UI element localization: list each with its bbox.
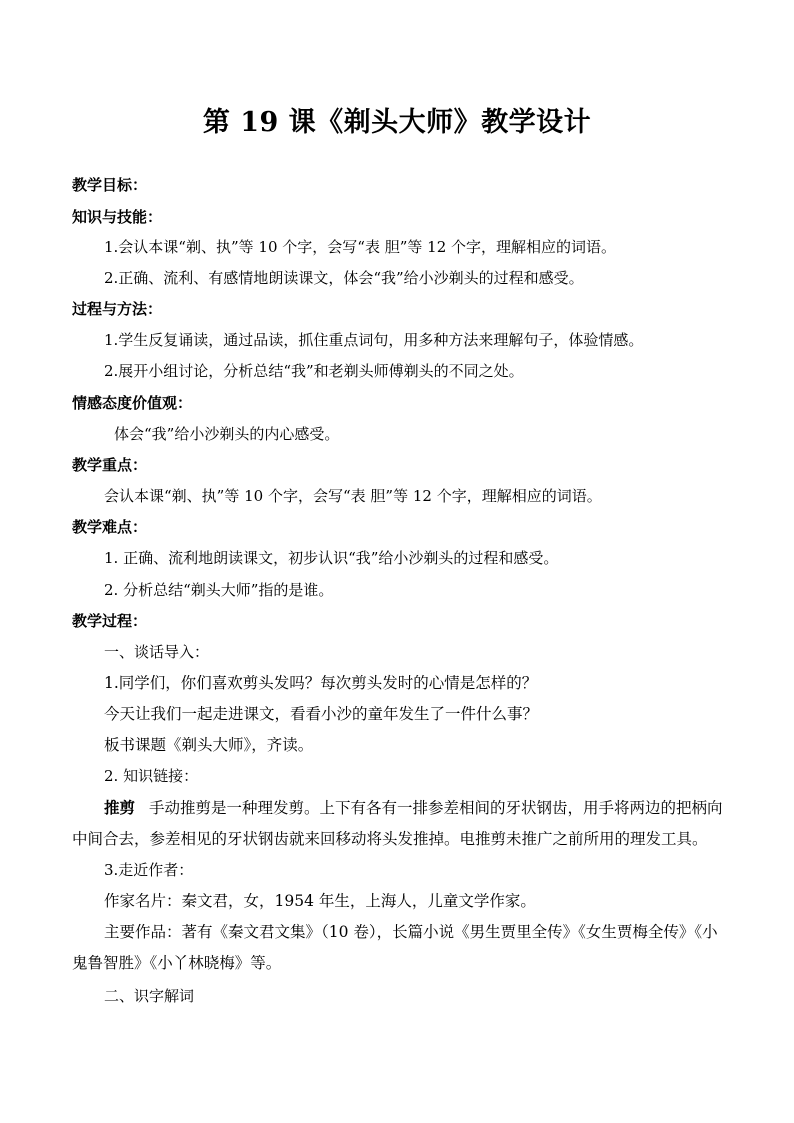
step-1-board: 板书课题《剃头大师》，齐读。 [104,736,314,754]
step-1-question: 1.同学们，你们喜欢剪头发吗？每次剪头发时的心情是怎样的？ [104,674,538,692]
author-card: 作家名片：秦文君，女，1954 年生，上海人，儿童文学作家。 [104,892,536,910]
difficult-heading: 教学难点： [72,518,148,536]
process-item-2: 2.展开小组讨论，分析总结“我”和老剃头师傅剃头的不同之处。 [104,362,524,380]
knowledge-item-2: 2.正确、流利、有感情地朗读课文，体会“我”给小沙剃头的过程和感受。 [104,269,584,287]
step-2-heading: 2. 知识链接： [104,767,199,785]
step-1-heading: 一、谈话导入： [104,643,210,661]
key-heading: 教学重点： [72,456,148,474]
page-title: 第 19 课《剃头大师》教学设计 [202,107,592,138]
step-3-heading: 3.走近作者： [104,861,194,879]
works-paragraph: 主要作品：著有《秦文君文集》（10 卷），长篇小说《男生贾里全传》《女生贾梅全传》《小鬼鲁智胜》《小丫林晓梅》等。 [72,923,718,972]
goals-heading: 教学目标： [72,176,148,194]
section-2-heading: 二、识字解词 [104,987,195,1005]
tuijian-paragraph [72,792,732,855]
knowledge-heading: 知识与技能： [72,208,163,226]
step-1-today: 今天让我们一起走进课文，看看小沙的童年发生了一件什么事？ [104,705,539,723]
tuijian-term: 推剪 [104,798,136,817]
procedure-heading: 教学过程： [72,612,148,630]
process-item-1: 1.学生反复诵读，通过品读，抓住重点词句，用多种方法来理解句子，体验情感。 [104,331,644,349]
key-item-1: 会认本课“剃、执”等 10 个字，会写“表 胆”等 12 个字，理解相应的词语。 [104,487,602,505]
knowledge-item-1: 1.会认本课“剃、执”等 10 个字，会写“表 胆”等 12 个字，理解相应的词语。 [104,238,617,256]
tuijian-text: 手动推剪是一种理发剪。上下有各有一排参差相间的牙状钢齿，用手将两边的把柄向中间合去，参差相见的牙状钢齿就来回移动将头发推掉。电推剪未推广之前所用的理发工具。 [72,799,723,848]
process-heading: 过程与方法： [72,300,163,318]
emotion-heading: 情感态度价值观： [72,394,193,412]
difficult-item-1: 1. 正确、流利地朗读课文，初步认识“我”给小沙剃头的过程和感受。 [104,549,559,567]
difficult-item-2: 2. 分析总结“剃头大师”指的是谁。 [104,581,334,599]
emotion-item-1: 体会“我”给小沙剃头的内心感受。 [114,425,340,443]
